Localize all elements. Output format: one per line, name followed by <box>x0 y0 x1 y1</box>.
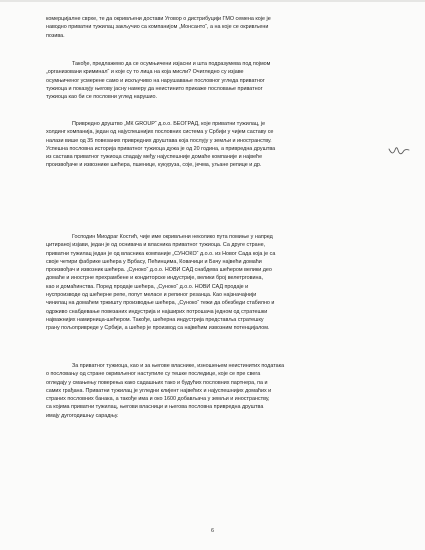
text-line: Привредно друштво „МК GROUP“ д.о.о. БЕОГРАД, које приватни тужилац, је <box>72 121 266 127</box>
text-line: страних пословних банака, а такође има и око 1600 добављача у земљи и иностранству, <box>46 396 270 403</box>
text-line: осумњиченог усмерене само и искључиво на нарушавање пословног угледа приватног <box>46 77 265 84</box>
text-line: самих грађана. Приватни тужилац је угледни клијент највећих и најуспешнијих домаћих и <box>46 387 272 394</box>
text-line: домаће и инострне прехрамбене и кондиторске индустрије, велики број велетрговина, <box>46 275 263 282</box>
text-line: најважнијих намирница-шећером. Такође, шећерна индустрија представља стратешку <box>46 316 264 323</box>
text-line: налази више од 35 повезаних привредних друштава која послују у земљи и иностранству. <box>46 137 272 144</box>
page-number: 6 <box>210 528 215 534</box>
text-line: произвођач и извозник шећера. „Сунокo“ д.о.о. НОВИ САД снабдева шећером велики део <box>46 267 272 274</box>
text-line: холдинг компанија, један од најуспешнијих пословних система у Србији у чијем саставу се <box>46 129 274 136</box>
text-line: Успешна пословна историја приватног тужиоца дужа је од 20 година, а привредна друштва <box>46 145 276 152</box>
paragraph-1 <box>46 15 380 40</box>
text-line: грану пољопривреде у Србији, а шећер је производ са највећим извозним потенцијалом. <box>46 325 270 332</box>
text-line: тужиоца и показују његову јасну намеру да неистинито прикаже пословање приватног <box>46 85 263 92</box>
page-top-edge <box>0 0 425 2</box>
text-line: имају дугогодишњу сарадњу. <box>46 412 119 419</box>
text-line: наводно приватни тужилац закључио са компанијом „Монсанто“, а на које се окривљени <box>46 24 269 31</box>
text-line: одрживо снабдевање повезаних индустрија и најширих потрошача једном од стратешки <box>46 308 268 315</box>
text-line: комерцијалне сврхе, те да окривљени достави Уговор о дистрибуцији ГМО семена које је <box>46 16 271 22</box>
text-line: са којима приватни тужилац, његови власници и његова пословна привредна друштва <box>46 404 264 411</box>
text-line: о пословању од стране окривљеног наступиле су тешке последице, које се пре свега <box>46 371 261 378</box>
paragraph-4 <box>46 233 380 333</box>
text-line: своје четири фабрике шећера у Врбасу, Пећинцима, Ковачици и Бачу највећи домаћи <box>46 258 262 265</box>
paragraph-3 <box>46 120 380 170</box>
paragraph-5 <box>46 362 380 420</box>
text-line: Господин Миодраг Костић, чије име окривљени неколико пута помиње у напред <box>72 234 273 240</box>
text-line: као и домаћинства. Поред продаје шећера, „Сунокo“ д.о.о. НОВИ САД продаје и <box>46 283 249 290</box>
text-line: чинилац на домаћем тржишту производње шећера, „Сунокo“ тежи да обезбеди стабилно и <box>46 300 275 307</box>
text-line: позива. <box>46 32 65 39</box>
text-line: цитираној изјави, један је од оснивача и власника приватног тужиоца. Са друге стране, <box>46 242 266 249</box>
text-line: произвођаче и извознике шећера, пшенице, кукуруза, соје, јечма, уљане репице и др. <box>46 162 262 169</box>
handwritten-margin-mark <box>387 144 411 158</box>
paragraph-2 <box>46 60 380 101</box>
text-line: Такође, предлажемо да се осумњичени изјасни и шта подразумева под појмом <box>72 61 271 67</box>
text-line: нуспроизводе од шећерне репе, попут меласе и репиног резанца. Као најзначајнији <box>46 292 257 299</box>
text-line: огледају у смањењу поверења како садашњих тако и будућих пословних партнера, па и <box>46 379 268 386</box>
text-line: „организовани криминал“ и које су то лица на која мисли? Очигледно су изјаве <box>46 69 244 76</box>
text-line: тужиоца као би се пословни углед нарушио. <box>46 94 158 101</box>
text-line: приватни тужилац један је од власника компаније „СУНОКО“ д.о.о. из Новог Сада која је са <box>46 250 276 257</box>
text-line: За приватног тужиоца, као и за његове власнике, изношењем неистинитих података <box>72 363 285 369</box>
text-line: из састава приватног тужиоца спадају међу најуспешније домаће компаније и највеће <box>46 154 263 161</box>
